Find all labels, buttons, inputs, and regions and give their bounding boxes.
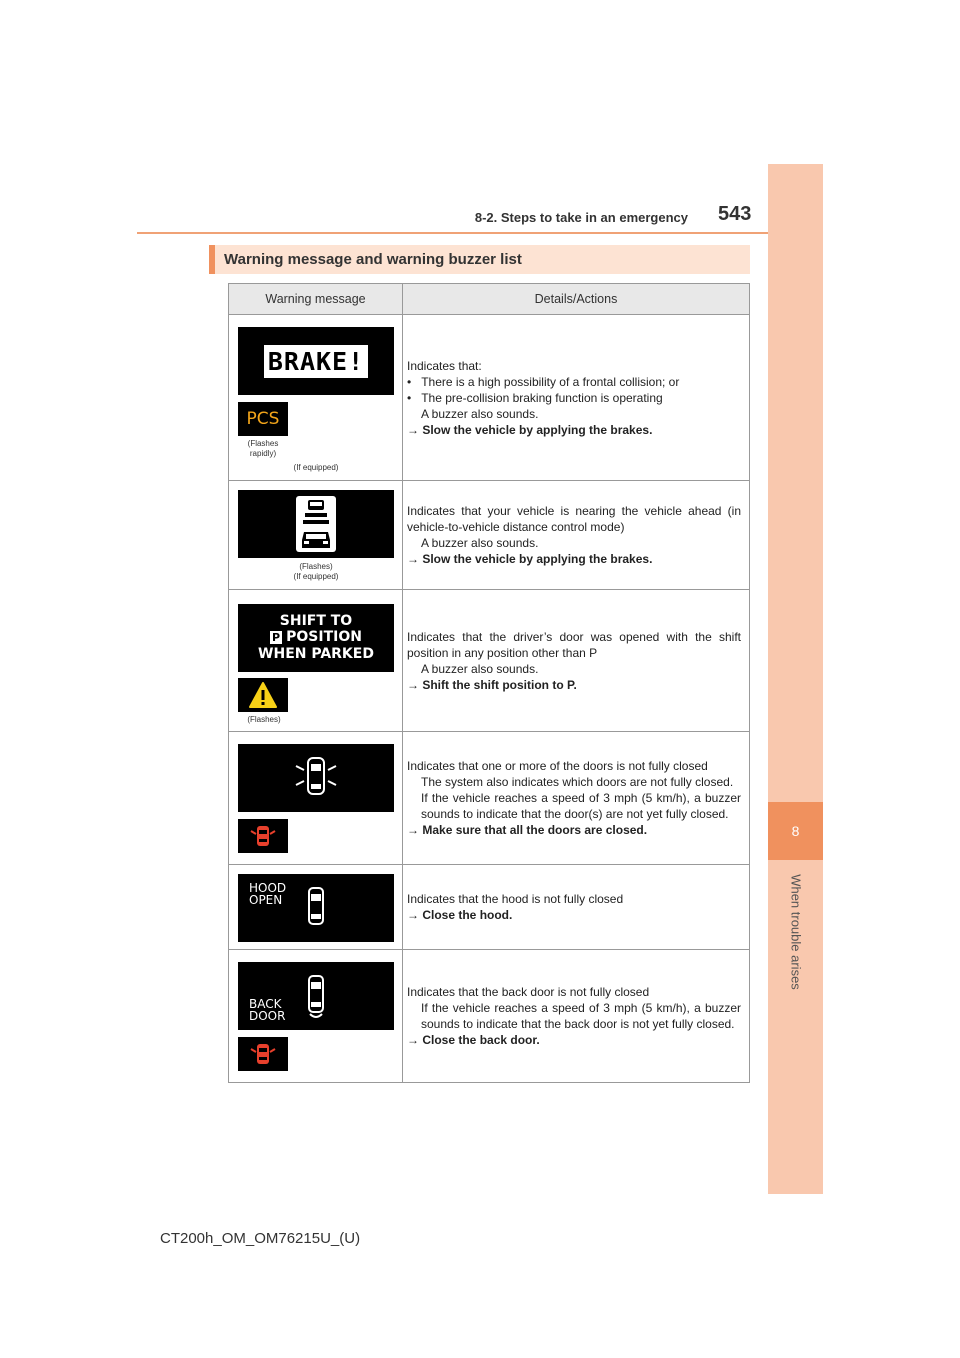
car-hood-icon <box>238 874 394 942</box>
back-door-line-2: DOOR <box>249 1009 286 1023</box>
shift-warning-screen <box>238 604 394 672</box>
table-row <box>229 480 749 589</box>
page-number: 543 <box>718 203 752 225</box>
arrow-icon: → <box>407 908 419 922</box>
shift-line-2 <box>238 629 394 646</box>
details-action <box>407 422 741 438</box>
arrow-icon: → <box>407 1033 419 1047</box>
car-doors-open-icon <box>238 744 394 812</box>
vehicle-ahead-icon <box>238 490 394 558</box>
message-cell <box>229 732 403 864</box>
chapter-number: 8 <box>768 802 823 860</box>
table-row <box>229 589 749 731</box>
column-header-details: Details/Actions <box>534 292 618 306</box>
action-text: Make sure that all the doors are closed. <box>422 823 648 837</box>
flash-note: (Flashes rapidly) <box>247 439 279 458</box>
details-intro: Indicates that your vehicle is nearing the vehicle ahead (in vehicle-to-vehicle distance control mode) <box>407 504 741 534</box>
master-warning-icon <box>238 678 288 712</box>
brake-text: BRAKE! <box>264 345 368 378</box>
flash-note: (Flashes) <box>299 562 333 571</box>
equipped-note: (If equipped) <box>293 572 339 581</box>
action-text: Close the hood. <box>422 908 513 922</box>
action-text: Shift the shift position to P. <box>422 677 577 692</box>
action-text: Close the back door. <box>422 1033 540 1047</box>
details-cell <box>403 950 749 1082</box>
action-text: Slow the vehicle by applying the brakes. <box>422 552 653 566</box>
message-cell <box>229 590 403 731</box>
flash-note: (Flashes) <box>247 715 281 724</box>
details-extra: The system also indicates which doors are not fully closed. <box>421 775 734 789</box>
details-intro: Indicates that the back door is not fully closed <box>407 985 650 999</box>
pcs-indicator-icon <box>238 402 288 436</box>
details-extra: A buzzer also sounds. <box>421 536 539 550</box>
header-rule <box>137 232 823 234</box>
bullet-symbol: • <box>407 374 412 389</box>
details-bullet <box>407 374 741 390</box>
back-door-screen <box>238 962 394 1030</box>
column-header-message: Warning message <box>229 284 403 314</box>
section-heading: 8-2. Steps to take in an emergency <box>474 210 688 225</box>
details-cell <box>403 481 749 589</box>
chapter-side-tab <box>768 164 823 1194</box>
shift-line-1: SHIFT TO <box>279 613 353 629</box>
details-cell <box>403 732 749 864</box>
details-action <box>407 1032 741 1048</box>
details-action <box>407 907 741 923</box>
details-intro: Indicates that the hood is not fully closed <box>407 892 624 906</box>
arrow-icon: → <box>407 823 419 837</box>
table-row <box>229 949 749 1082</box>
table-row <box>229 864 749 949</box>
details-intro: Indicates that the driver’s door was opened with the shift position in any position other than P <box>407 629 741 660</box>
pcs-indicator-text: PCS <box>246 409 280 429</box>
door-open-indicator <box>238 1037 288 1071</box>
hood-line-1: HOOD <box>249 881 287 895</box>
arrow-icon: → <box>407 422 419 437</box>
bullet-text: There is a high possibility of a frontal collision; or <box>421 374 680 389</box>
shift-line-3: WHEN PARKED <box>258 646 374 662</box>
details-extra: If the vehicle reaches a speed of 3 mph (5 km/h), a buzzer sounds to indicate that the door(s) are not yet fully closed. <box>421 791 741 821</box>
door-open-screen <box>238 744 394 812</box>
action-text: Slow the vehicle by applying the brakes. <box>422 422 653 437</box>
shift-line-2-text: POSITION <box>286 629 362 645</box>
details-bullet <box>407 390 741 406</box>
details-extra: If the vehicle reaches a speed of 3 mph (5 km/h), a buzzer sounds to indicate that the back door is not yet fully closed. <box>421 1001 741 1031</box>
equipped-note: (If equipped) <box>293 463 339 472</box>
p-position-icon: P <box>272 631 281 644</box>
details-action <box>407 551 741 567</box>
details-action <box>407 822 741 838</box>
message-cell <box>229 950 403 1082</box>
warning-table <box>228 283 750 1083</box>
details-cell <box>403 590 749 731</box>
back-door-line-1: BACK <box>249 997 282 1011</box>
table-header-row <box>229 284 749 314</box>
arrow-icon: → <box>407 677 419 692</box>
details-intro: Indicates that one or more of the doors is not fully closed <box>407 759 708 773</box>
table-row <box>229 314 749 480</box>
bullet-text: The pre-collision braking function is operating <box>421 390 663 405</box>
details-extra: A buzzer also sounds. <box>421 661 539 676</box>
details-cell <box>403 315 749 480</box>
red-door-icon <box>248 1040 278 1068</box>
message-cell <box>229 315 403 480</box>
car-back-door-icon <box>238 962 394 1030</box>
hood-open-screen <box>238 874 394 942</box>
arrow-icon: → <box>407 552 419 566</box>
chapter-label: When trouble arises <box>788 874 804 990</box>
details-action <box>407 677 741 693</box>
section-title: Warning message and warning buzzer list <box>209 245 750 274</box>
document-code: CT200h_OM_OM76215U_(U) <box>160 1230 361 1247</box>
door-open-indicator <box>238 819 288 853</box>
brake-warning-screen <box>238 327 394 395</box>
table-row <box>229 731 749 864</box>
details-cell <box>403 865 749 949</box>
warning-triangle-icon <box>248 681 278 709</box>
message-cell <box>229 865 403 949</box>
details-extra: A buzzer also sounds. <box>421 406 539 421</box>
message-cell <box>229 481 403 589</box>
red-door-icon <box>248 822 278 850</box>
vehicle-ahead-screen <box>238 490 394 558</box>
bullet-symbol: • <box>407 390 412 405</box>
hood-line-2: OPEN <box>249 893 283 907</box>
details-intro: Indicates that: <box>407 358 482 373</box>
